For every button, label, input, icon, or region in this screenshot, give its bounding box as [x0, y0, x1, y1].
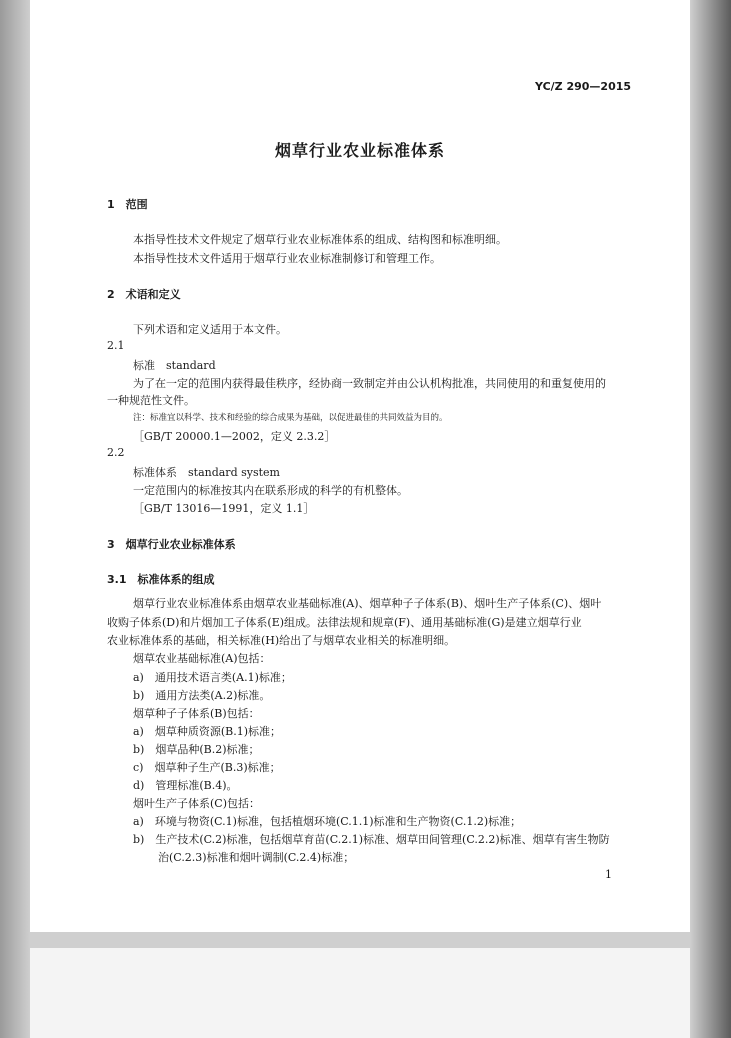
next-page — [30, 948, 690, 1038]
section-3-paragraph: 收购子体系(D)和片烟加工子体系(E)组成。法律法规和规章(F)、通用基础标准(G)是建立烟草行业 — [107, 616, 582, 629]
page-title: 烟草行业农业标准体系 — [274, 141, 445, 160]
section-1-paragraph: 本指导性技术文件适用于烟草行业农业标准制修订和管理工作。 — [133, 252, 441, 265]
list-intro: 烟草种子子体系(B)包括： — [133, 707, 260, 720]
term-name: 标准 standard — [133, 359, 216, 372]
list-intro: 烟叶生产子体系(C)包括： — [133, 797, 260, 810]
list-item: a) 通用技术语言类(A.1)标准； — [133, 671, 292, 684]
list-intro: 烟草农业基础标准(A)包括： — [133, 652, 271, 665]
term-source: ［GB/T 13016—1991，定义 1.1］ — [133, 502, 315, 515]
list-item: c) 烟草种子生产(B.3)标准； — [133, 761, 281, 774]
term-definition: 一种规范性文件。 — [107, 394, 195, 407]
list-item: b) 烟草品种(B.2)标准； — [133, 743, 260, 756]
page-number: 1 — [605, 868, 612, 881]
standard-code: YC/Z 290—2015 — [535, 80, 632, 93]
list-item: d) 管理标准(B.4)。 — [133, 779, 238, 792]
section-3-1-heading: 3.1 标准体系的组成 — [107, 573, 215, 586]
section-3-paragraph: 农业标准体系的基础，相关标准(H)给出了与烟草农业相关的标准明细。 — [107, 634, 456, 647]
section-3-heading: 3 烟草行业农业标准体系 — [107, 538, 236, 551]
term-definition: 一定范围内的标准按其内在联系形成的科学的有机整体。 — [133, 484, 408, 497]
section-2-intro: 下列术语和定义适用于本文件。 — [133, 323, 287, 336]
list-item: b) 生产技术(C.2)标准，包括烟草育苗(C.2.1)标准、烟草田间管理(C.2.2)标准、烟草有害生物防 — [133, 833, 610, 846]
section-2-heading: 2 术语和定义 — [107, 288, 181, 301]
term-source: ［GB/T 20000.1—2002，定义 2.3.2］ — [133, 430, 336, 443]
document-page — [30, 0, 690, 932]
term-number: 2.2 — [107, 446, 125, 459]
term-definition: 为了在一定的范围内获得最佳秩序，经协商一致制定并由公认机构批准，共同使用的和重复使用的 — [133, 377, 606, 390]
term-number: 2.1 — [107, 339, 125, 352]
section-3-paragraph: 烟草行业农业标准体系由烟草农业基础标准(A)、烟草种子子体系(B)、烟叶生产子体系(C)、烟叶 — [133, 597, 602, 610]
list-item: a) 烟草种质资源(B.1)标准； — [133, 725, 282, 738]
term-name: 标准体系 standard system — [133, 466, 280, 479]
section-1-heading: 1 范围 — [107, 198, 148, 211]
list-item: a) 环境与物资(C.1)标准，包括植烟环境(C.1.1)标准和生产物资(C.1.2)标准； — [133, 815, 522, 828]
term-note: 注：标准宜以科学、技术和经验的综合成果为基础，以促进最佳的共同效益为目的。 — [133, 413, 448, 423]
list-item: b) 通用方法类(A.2)标准。 — [133, 689, 271, 702]
section-1-paragraph: 本指导性技术文件规定了烟草行业农业标准体系的组成、结构图和标准明细。 — [133, 233, 507, 246]
list-item-continuation: 治(C.2.3)标准和烟叶调制(C.2.4)标准； — [158, 851, 355, 864]
